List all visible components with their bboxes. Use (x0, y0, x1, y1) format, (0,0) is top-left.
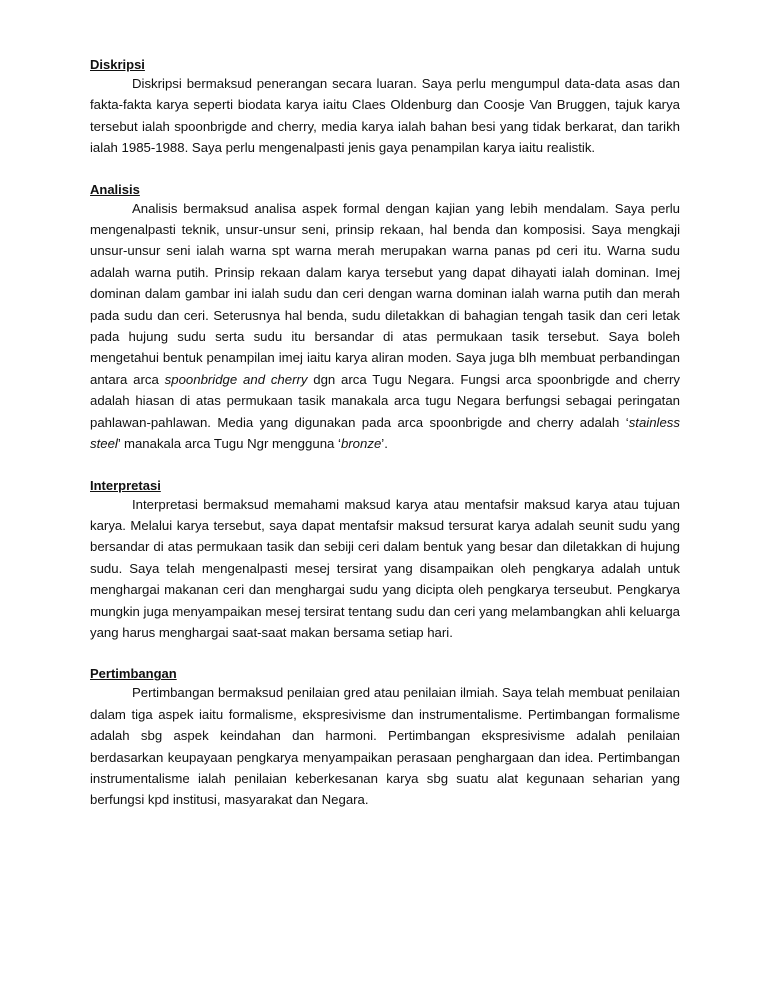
analisis-text-part-2: dgn arca Tugu Negara. Fungsi arca spoonbrigde and cherry adalah hiasan di atas permukaan tasik manakala arca tugu Negara berfungsi sebagai peringatan pahlawan-pahlawan. Media yang digunakan pada arca spoonbrigde and cherry adalah ‘ (90, 371, 680, 430)
section-body-pertimbangan: Pertimbangan bermaksud penilaian gred atau penilaian ilmiah. Saya telah membuat penilaian dalam tiga aspek iaitu formalisme, ekspresivisme dan instrumentalisme. Pertimbangan formalisme adalah sbg aspek keindahan dan harmoni. Pertimbangan ekspresivisme adalah penilaian berdasarkan keupayaan pengkarya menyampaikan perasaan penghargaan dan idea. Pertimbangan instrumentalisme ialah penilaian keberkesanan karya sbg suatu alat kegunaan seharian yang berfungsi kpd institusi, masyarakat dan Negara. (90, 685, 680, 808)
analisis-text-part-4: ’. (381, 436, 388, 452)
section-diskripsi (90, 56, 680, 159)
analisis-italic-bronze: bronze (340, 436, 382, 452)
analisis-text-part-1: Analisis bermaksud analisa aspek formal dengan kajian yang lebih mendalam. Saya perlu mengenalpasti teknik, unsur-unsur seni, prinsip rekaan, hal benda dan komposisi. Saya mengkaji unsur-unsur seni ialah warna spt warna merah merupakan warna panas pd ceri itu. Warna sudu adalah warna putih. Prinsip rekaan dalam karya tersebut yang dapat dihayati ialah dominan. Imej dominan dalam gambar ini ialah sudu dan ceri dengan warna dominan ialah warna putih dan merah pada sudu dan ceri. Seterusnya hal benda, sudu diletakkan di bahagian tengah tasik dan ceri letak pada hujung sudu serta sudu itu bersandar di atas permukaan tasik tersebut. Saya boleh mengetahui bentuk penampilan imej iaitu karya aliran moden. Saya juga blh membuat perbandingan antara arca (90, 200, 680, 387)
section-analisis (90, 181, 680, 455)
analisis-text-part-3: ’ manakala arca Tugu Ngr mengguna ‘ (117, 436, 341, 452)
analisis-italic-spoonbridge: spoonbridge and cherry (164, 371, 308, 387)
section-heading-pertimbangan: Pertimbangan (90, 666, 177, 682)
document-page (90, 56, 680, 833)
section-heading-analisis: Analisis (90, 181, 140, 197)
section-heading-interpretasi: Interpretasi (90, 477, 161, 493)
section-body-diskripsi: Diskripsi bermaksud penerangan secara luaran. Saya perlu mengumpul data-data asas dan fakta-fakta karya seperti biodata karya iaitu Claes Oldenburg dan Coosje Van Bruggen, tajuk karya tersebut ialah spoonbrigde and cherry, media karya ialah bahan besi yang tidak berkarat, dan tarikh ialah 1985-1988. Saya perlu mengenalpasti jenis gaya penampilan karya iaitu realistik. (90, 76, 680, 156)
section-body-interpretasi: Interpretasi bermaksud memahami maksud karya atau mentafsir maksud karya atau tujuan karya. Melalui karya tersebut, saya dapat mentafsir maksud tersurat karya adalah seunit sudu yang bersandar di atas permukaan tasik dan sebiji ceri dalam bentuk yang besar dan diletakkan di hujung sudu. Saya telah mengenalpasti mesej tersirat yang disampaikan oleh pengkarya adalah untuk menghargai makanan ceri dan menghargai sudu yang dicipta oleh pengkarya terseubut. Pengkarya mungkin juga menyampaikan mesej tersirat tentang sudu dan ceri yang melambangkan ahli keluarga yang harus menghargai saat-saat makan bersama setiap hari. (90, 496, 680, 640)
section-heading-diskripsi: Diskripsi (90, 57, 145, 72)
analisis-italic-stainless-steel: stainless steel (90, 414, 680, 452)
section-interpretasi (90, 477, 680, 644)
section-body-analisis (90, 198, 680, 455)
section-pertimbangan (90, 665, 680, 810)
